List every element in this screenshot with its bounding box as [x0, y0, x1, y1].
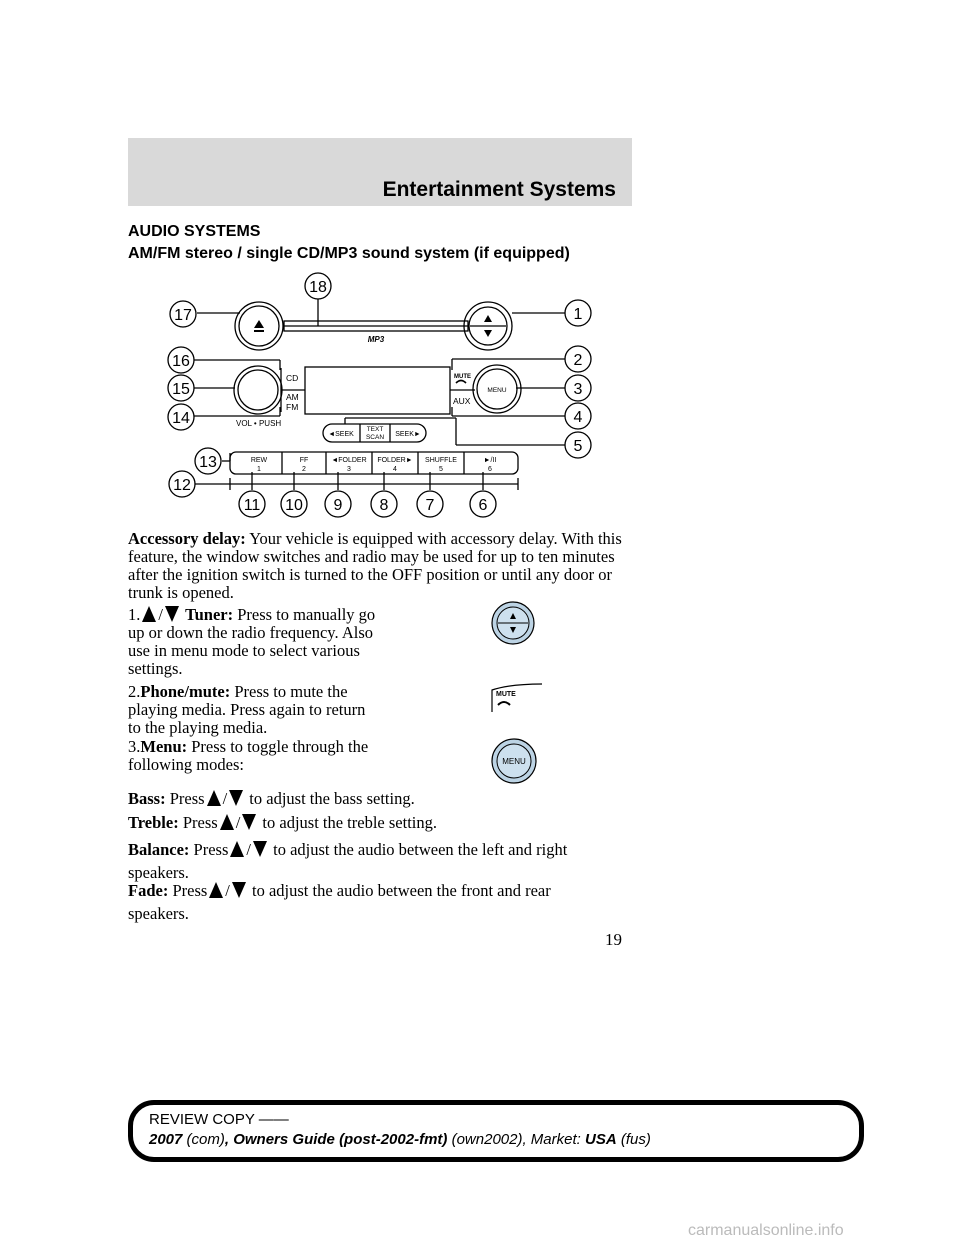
callout-5: 5 — [573, 438, 583, 455]
callout-12: 12 — [173, 477, 191, 494]
callout-13: 13 — [199, 454, 217, 471]
callout-18: 18 — [309, 279, 327, 296]
preset-5-num: 5 — [439, 466, 443, 473]
tuner-up-icon — [484, 315, 492, 322]
preset-1-name: REW — [250, 457, 268, 464]
review-market: USA — [584, 1131, 617, 1148]
down-arrow-icon — [253, 841, 267, 857]
preset-1-num: 1 — [257, 466, 261, 473]
page-header-title: Entertainment Systems — [382, 178, 616, 201]
up-arrow-icon — [230, 841, 244, 857]
mode-fade-text-cont: speakers. — [128, 904, 189, 923]
text-label: TEXT — [366, 426, 384, 433]
mode-balance-press: Press — [193, 840, 229, 859]
section-subtitle: AM/FM stereo / single CD/MP3 sound system (if equipped) — [128, 245, 570, 262]
review-year: 2007 — [149, 1131, 183, 1148]
menu-icon — [490, 737, 538, 785]
down-arrow-icon — [232, 882, 246, 898]
preset-3-name: ◄FOLDER — [331, 457, 367, 464]
preset-4-num: 4 — [393, 466, 397, 473]
fm-label: FM — [286, 402, 299, 412]
item-3-text: Press to toggle through the following modes: — [128, 737, 369, 774]
preset-3-num: 3 — [347, 466, 351, 473]
mp3-logo: MP3 — [367, 335, 385, 344]
down-arrow-icon — [229, 790, 243, 806]
down-arrow-icon — [165, 606, 179, 622]
item-1-text: Press to manually go up or down the radio frequency. Also use in menu mode to select various settings. — [128, 605, 376, 678]
item-phone-mute — [128, 683, 378, 737]
tuner-down-icon — [484, 330, 492, 337]
vol-push-label: VOL • PUSH — [236, 419, 282, 428]
callout-10: 10 — [285, 497, 303, 514]
cd-label: CD — [286, 373, 299, 383]
item-2-number: 2. — [128, 682, 141, 701]
accessory-label: Accessory delay: — [128, 529, 246, 548]
item-1-label: Tuner: — [185, 605, 234, 624]
seek-left-label: ◄SEEK — [328, 431, 354, 438]
review-copy-line2 — [149, 1131, 651, 1148]
mode-fade — [128, 879, 628, 925]
review-market-label: , Market: — [522, 1131, 585, 1148]
review-guide: , Owners Guide (post-2002-fmt) — [224, 1131, 448, 1148]
item-tuner — [128, 606, 378, 678]
mode-fade-text: to adjust the audio between the front and rear — [252, 881, 551, 900]
mode-balance-slash: / — [246, 840, 251, 859]
mode-treble — [128, 814, 437, 832]
callout-6: 6 — [478, 497, 488, 514]
callout-9: 9 — [333, 497, 343, 514]
menu-label: MENU — [487, 387, 507, 394]
callout-4: 4 — [573, 409, 583, 426]
review-com: (com) — [182, 1131, 225, 1148]
item-3-label: Menu: — [140, 737, 188, 756]
tuner-icon — [490, 600, 536, 646]
review-copy-box — [128, 1100, 864, 1162]
mode-bass — [128, 790, 415, 808]
item-2-label: Phone/mute: — [140, 682, 231, 701]
mode-bass-slash: / — [222, 789, 228, 808]
down-arrow-icon — [242, 814, 256, 830]
callout-17: 17 — [174, 307, 192, 324]
review-fus: (fus) — [616, 1131, 651, 1148]
callout-15: 15 — [172, 381, 190, 398]
review-copy-line1: REVIEW COPY —— — [149, 1111, 289, 1128]
item-3-number: 3. — [128, 737, 141, 756]
up-arrow-icon — [142, 606, 156, 622]
callout-16: 16 — [172, 353, 190, 370]
up-arrow-icon — [209, 882, 223, 898]
item-1-slash: / — [158, 605, 163, 624]
section-title: AUDIO SYSTEMS — [128, 223, 261, 240]
mute-icon-label: MUTE — [496, 691, 516, 698]
callout-14: 14 — [172, 410, 190, 427]
scan-label: SCAN — [365, 434, 385, 441]
seek-right-label: SEEK► — [395, 431, 421, 438]
preset-2-name: FF — [299, 457, 309, 464]
callout-7: 7 — [425, 497, 435, 514]
up-arrow-icon — [220, 814, 234, 830]
mode-balance — [128, 838, 628, 884]
mode-treble-slash: / — [235, 813, 241, 832]
menu-icon-label: MENU — [502, 757, 526, 766]
aux-label: AUX — [453, 396, 471, 406]
mode-treble-press: Press — [182, 813, 218, 832]
callout-11: 11 — [243, 497, 261, 514]
radio-diagram — [0, 0, 960, 530]
preset-5-name: SHUFFLE — [425, 457, 457, 464]
preset-6-name: ►/II — [483, 457, 497, 464]
preset-2-num: 2 — [302, 466, 306, 473]
review-own: (own2002) — [447, 1131, 523, 1148]
callout-8: 8 — [379, 497, 389, 514]
mode-balance-text: to adjust the audio between the left and right — [273, 840, 568, 859]
mode-treble-label: Treble: — [128, 813, 179, 832]
mode-bass-text: to adjust the bass setting. — [249, 789, 415, 808]
mode-bass-label: Bass: — [128, 789, 166, 808]
mode-bass-press: Press — [169, 789, 205, 808]
mode-balance-text-cont: speakers. — [128, 863, 189, 882]
mode-balance-label: Balance: — [128, 840, 190, 859]
page-number: 19 — [605, 930, 622, 949]
phone-icon — [456, 381, 466, 384]
up-arrow-icon — [207, 790, 221, 806]
mode-fade-slash: / — [225, 881, 230, 900]
mode-treble-text: to adjust the treble setting. — [262, 813, 437, 832]
accessory-paragraph — [128, 530, 628, 602]
callout-2: 2 — [573, 352, 583, 369]
mode-fade-label: Fade: — [128, 881, 169, 900]
preset-4-name: FOLDER► — [377, 457, 413, 464]
callout-1: 1 — [573, 306, 583, 323]
preset-6-num: 6 — [488, 466, 492, 473]
mute-label: MUTE — [454, 374, 471, 380]
mute-icon — [490, 680, 546, 714]
watermark: carmanualsonline.info — [688, 1222, 844, 1239]
mode-fade-press: Press — [172, 881, 208, 900]
eject-icon — [254, 320, 264, 332]
item-2-text: Press to mute the playing media. Press again to return to the playing media. — [128, 682, 366, 737]
item-menu — [128, 738, 378, 774]
accessory-text: Your vehicle is equipped with accessory delay. With this feature, the window switches and radio may be used for up to ten minutes after the ignition switch is turned to the OFF position or until any door or trunk is opened. — [128, 529, 622, 602]
item-1-number: 1. — [128, 605, 141, 624]
am-label: AM — [286, 392, 299, 402]
callout-3: 3 — [573, 381, 583, 398]
